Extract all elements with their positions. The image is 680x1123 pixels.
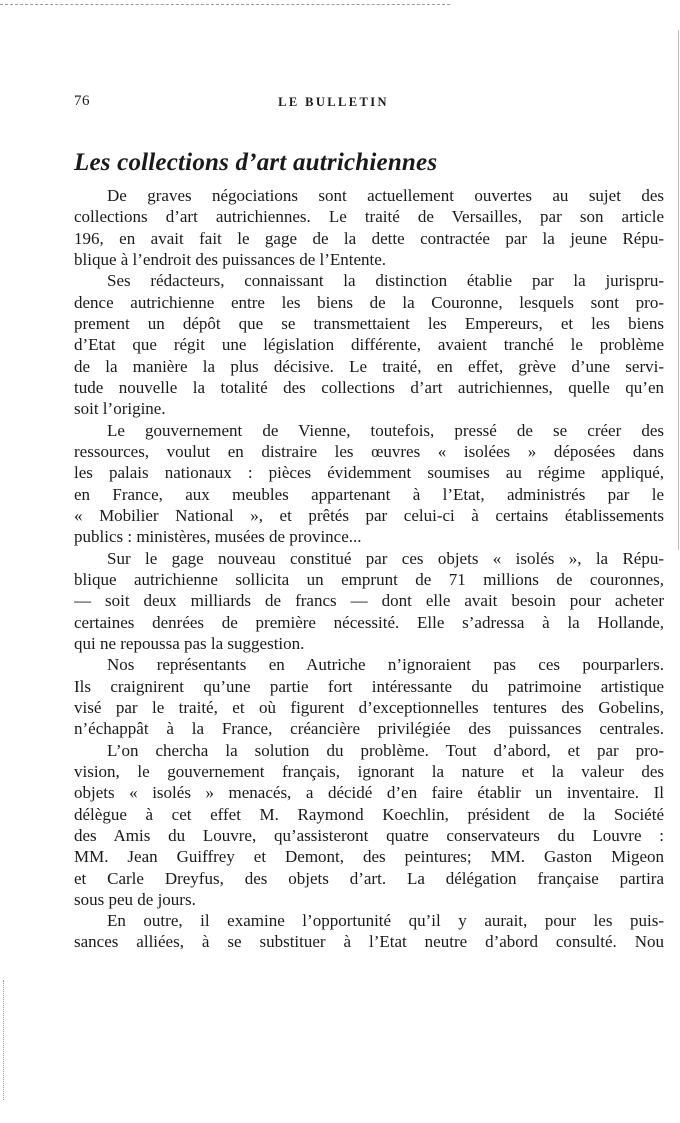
- text-line: dence autrichienne entre les biens de la Couronne, lesquels sont pro-: [74, 292, 664, 312]
- text-line: de la manière la plus décisive. Le traité, en effet, grève d’une servi-: [74, 356, 664, 376]
- text-line: et Carle Dreyfus, des objets d’art. La délégation française partira: [74, 868, 664, 888]
- text-line: Nos représentants en Autriche n’ignoraient pas ces pourparlers.: [107, 655, 664, 675]
- text-line: d’Etat que régit une législation différente, avaient tranché le problème: [74, 335, 664, 355]
- text-line: « Mobilier National », et prêtés par celui-ci à certains établissements: [74, 505, 664, 525]
- text-line: Ils craignirent qu’une partie fort intéressante du patrimoine artistique: [74, 676, 664, 696]
- text-line: vision, le gouvernement français, ignorant la nature et la valeur des: [74, 761, 664, 781]
- page-header: [74, 93, 593, 115]
- text-line: L’on chercha la solution du problème. Tout d’abord, et par pro-: [107, 740, 664, 760]
- text-line: tude nouvelle la totalité des collections d’art autrichiennes, quelle qu’en: [74, 377, 664, 397]
- text-line: des Amis du Louvre, qu’assisteront quatre conservateurs du Louvre :: [74, 825, 664, 845]
- text-line: n’échappât à la France, créancière privilégiée des puissances centrales.: [74, 719, 664, 739]
- text-line: en France, aux meubles appartenant à l’Etat, administrés par le: [74, 484, 664, 504]
- text-line: qui ne repoussa pas la suggestion.: [74, 633, 305, 653]
- text-line: délègue à cet effet M. Raymond Koechlin, président de la Société: [74, 804, 664, 824]
- text-line: visé par le traité, et où figurent d’exceptionnelles tentures des Gobelins,: [74, 697, 664, 717]
- text-line: blique à l’endroit des puissances de l’Entente.: [74, 249, 387, 269]
- text-line: — soit deux milliards de francs — dont elle avait besoin pour acheter: [74, 591, 664, 611]
- text-line: Le gouvernement de Vienne, toutefois, pressé de se créer des: [107, 420, 664, 440]
- scan-edge-top: [0, 4, 450, 5]
- text-line: publics : ministères, musées de province...: [74, 527, 362, 547]
- text-line: Ses rédacteurs, connaissant la distinction établie par la jurispru-: [107, 271, 664, 291]
- text-line: sances alliées, à se substituer à l’Etat neutre d’abord consulté. Nou: [74, 932, 664, 952]
- text-line: les palais nationaux : pièces évidemment soumises au régime appliqué,: [74, 463, 664, 483]
- text-line: 196, en avait fait le gage de la dette contractée par la jeune Répu-: [74, 228, 664, 248]
- text-line: blique autrichienne sollicita un emprunt de 71 millions de couronnes,: [74, 569, 664, 589]
- scan-edge-left: [3, 980, 4, 1100]
- text-line: soit l’origine.: [74, 399, 166, 419]
- article-title: Les collections d’art autrichiennes: [74, 149, 438, 176]
- text-line: prement un dépôt que se transmettaient les Empereurs, et les biens: [74, 313, 664, 333]
- page-number: 76: [74, 93, 90, 109]
- scan-edge-right: [678, 30, 679, 550]
- text-line: objets « isolés » menacés, a décidé d’en faire établir un inventaire. Il: [74, 783, 664, 803]
- text-line: sous peu de jours.: [74, 889, 196, 909]
- text-line: certaines denrées de première nécessité. Elle s’adressa à la Hollande,: [74, 612, 664, 632]
- text-line: De graves négociations sont actuellement ouvertes au sujet des: [107, 186, 664, 205]
- running-title: LE BULLETIN: [278, 95, 389, 109]
- article-body: [74, 185, 664, 953]
- text-line: collections d’art autrichiennes. Le traité de Versailles, par son article: [74, 207, 664, 227]
- text-line: ressources, voulut en distraire les œuvres « isolées » déposées dans: [74, 441, 664, 461]
- text-line: MM. Jean Guiffrey et Demont, des peintures; MM. Gaston Migeon: [74, 847, 664, 867]
- text-line: En outre, il examine l’opportunité qu’il y aurait, pour les puis-: [107, 911, 664, 931]
- text-line: Sur le gage nouveau constitué par ces objets « isolés », la Répu-: [107, 548, 664, 568]
